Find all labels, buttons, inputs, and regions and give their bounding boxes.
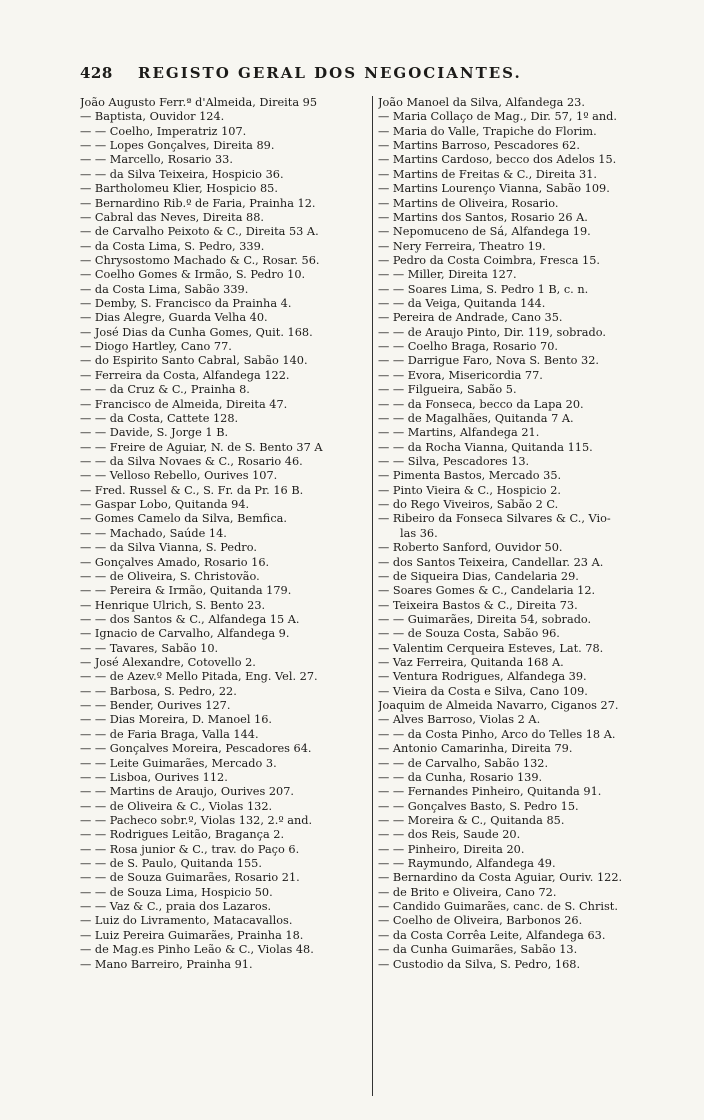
- directory-entry: — Pinto Vieira & C., Hospicio 2.: [378, 483, 561, 497]
- directory-entry: — Soares Gomes & C., Candelaria 12.: [378, 584, 596, 598]
- directory-entry: — — Tavares, Sabão 10.: [80, 641, 219, 655]
- directory-entry: — — Lisboa, Ourives 112.: [80, 770, 228, 784]
- directory-entry: — Maria Collaço de Mag., Dir. 57, 1º and.: [378, 110, 617, 124]
- directory-entry: — dos Santos Teixeira, Candellar. 23 A.: [378, 555, 604, 569]
- directory-entry: — — Martins, Alfandega 21.: [378, 426, 540, 440]
- directory-entry: — — Leite Guimarães, Mercado 3.: [80, 756, 277, 770]
- directory-entry: — — da Cruz & C., Prainha 8.: [80, 383, 250, 397]
- directory-entry: — Teixeira Bastos & C., Direita 73.: [378, 598, 578, 612]
- directory-entry: — Gomes Camelo da Silva, Bemfica.: [80, 512, 287, 526]
- directory-entry: — — da Cunha, Rosario 139.: [378, 770, 543, 784]
- directory-entry: — Chrysostomo Machado & C., Rosar. 56.: [80, 253, 320, 267]
- directory-entry: — de Mag.es Pinho Leão & C., Violas 48.: [80, 943, 314, 957]
- directory-entry: — da Costa Lima, S. Pedro, 339.: [80, 239, 265, 253]
- directory-entry: — Gonçalves Amado, Rosario 16.: [80, 555, 270, 569]
- directory-entry: — de Brito e Oliveira, Cano 72.: [378, 885, 557, 899]
- left-column: [80, 96, 370, 1096]
- directory-entry: — — Pacheco sobr.º, Violas 132, 2.º and.: [80, 813, 313, 827]
- directory-entry: — — da Costa Pinho, Arco do Telles 18 A.: [378, 727, 616, 741]
- page-title: REGISTO GERAL DOS NEGOCIANTES.: [138, 64, 522, 82]
- directory-entry: — Demby, S. Francisco da Prainha 4.: [80, 297, 292, 311]
- directory-entry: — — Rosa junior & C., trav. do Paço 6.: [80, 842, 300, 856]
- directory-entry: — — da Silva Vianna, S. Pedro.: [80, 541, 257, 555]
- directory-entry: — — Freire de Aguiar, N. de S. Bento 37 A: [80, 440, 323, 454]
- directory-entry: — de Siqueira Dias, Candelaria 29.: [378, 569, 579, 583]
- directory-entry: — Bernardino da Costa Aguiar, Ouriv. 122.: [378, 871, 623, 885]
- directory-entry: — — Raymundo, Alfandega 49.: [378, 857, 556, 871]
- directory-entry: — Nepomuceno de Sá, Alfandega 19.: [378, 225, 591, 239]
- directory-entry: — Luiz do Livramento, Matacavallos.: [80, 914, 293, 928]
- directory-entry: — Coelho de Oliveira, Barbonos 26.: [378, 914, 583, 928]
- directory-entry: — Custodio da Silva, S. Pedro, 168.: [378, 957, 581, 971]
- directory-entry: — — Velloso Rebello, Ourives 107.: [80, 469, 278, 483]
- directory-entry: — Francisco de Almeida, Direita 47.: [80, 397, 288, 411]
- directory-entry: — Ignacio de Carvalho, Alfandega 9.: [80, 627, 290, 641]
- directory-entry: — Nery Ferreira, Theatro 19.: [378, 239, 546, 253]
- directory-entry: — Vieira da Costa e Silva, Cano 109.: [378, 684, 588, 698]
- directory-entry: — Bartholomeu Klier, Hospicio 85.: [80, 182, 278, 196]
- directory-entry: — — Soares Lima, S. Pedro 1 B, c. n.: [378, 282, 589, 296]
- directory-entry: — — Barbosa, S. Pedro, 22.: [80, 684, 237, 698]
- directory-entry: — Roberto Sanford, Ouvidor 50.: [378, 541, 563, 555]
- directory-entry: — — dos Reis, Saude 20.: [378, 828, 521, 842]
- directory-entry: — Pimenta Bastos, Mercado 35.: [378, 469, 562, 483]
- directory-entry: — — Guimarães, Direita 54, sobrado.: [378, 612, 592, 626]
- directory-entry: — — Pereira & Irmão, Quitanda 179.: [80, 584, 292, 598]
- directory-entry: — Ribeiro da Fonseca Silvares & C., Vio-: [378, 512, 611, 526]
- directory-entry: — Pedro da Costa Coimbra, Fresca 15.: [378, 253, 601, 267]
- directory-entry: — — de S. Paulo, Quitanda 155.: [80, 857, 262, 871]
- directory-entry: — Martins de Freitas & C., Direita 31.: [378, 167, 597, 181]
- directory-entry: — — de Carvalho, Sabão 132.: [378, 756, 549, 770]
- directory-entry: João Manoel da Silva, Alfandega 23.: [378, 96, 585, 109]
- directory-entry: — — Davide, S. Jorge 1 B.: [80, 426, 229, 440]
- directory-entry: — Bernardino Rib.º de Faria, Prainha 12.: [80, 196, 316, 210]
- right-column: [378, 96, 678, 1096]
- directory-entry: — Martins Barroso, Pescadores 62.: [378, 139, 580, 153]
- directory-entry-continuation: las 36.: [400, 526, 438, 540]
- directory-entry: — — Machado, Saúde 14.: [80, 526, 227, 540]
- directory-entry: — — Martins de Araujo, Ourives 207.: [80, 785, 295, 799]
- directory-entry: — Ferreira da Costa, Alfandega 122.: [80, 368, 290, 382]
- directory-entry: — Martins dos Santos, Rosario 26 A.: [378, 210, 588, 224]
- directory-entry: — de Carvalho Peixoto & C., Direita 53 A.: [80, 225, 319, 239]
- directory-entry: — Antonio Camarinha, Direita 79.: [378, 742, 573, 756]
- directory-entry: — — dos Santos & C., Alfandega 15 A.: [80, 612, 300, 626]
- directory-entry: — — da Costa, Cattete 128.: [80, 411, 239, 425]
- page-number: 428: [80, 64, 113, 82]
- directory-entry: — — Gonçalves Basto, S. Pedro 15.: [378, 799, 579, 813]
- directory-entry: — Mano Barreiro, Prainha 91.: [80, 957, 253, 971]
- directory-entry: — — de Souza Costa, Sabão 96.: [378, 627, 560, 641]
- directory-entry: — José Alexandre, Cotovello 2.: [80, 656, 256, 670]
- page-header: [80, 60, 640, 86]
- directory-entry: — — da Silva Novaes & C., Rosario 46.: [80, 454, 303, 468]
- directory-entry: — Coelho Gomes & Irmão, S. Pedro 10.: [80, 268, 306, 282]
- directory-entry: — — de Araujo Pinto, Dir. 119, sobrado.: [378, 325, 606, 339]
- directory-entry: — Candido Guimarães, canc. de S. Christ.: [378, 900, 618, 914]
- directory-entry: — — Moreira & C., Quitanda 85.: [378, 813, 565, 827]
- directory-entry: — da Costa Corrêa Leite, Alfandega 63.: [378, 928, 606, 942]
- directory-entry: — — Darrigue Faro, Nova S. Bento 32.: [378, 354, 600, 368]
- directory-entry: — — Filgueira, Sabão 5.: [378, 383, 517, 397]
- directory-entry: — — de Oliveira, S. Christovão.: [80, 569, 260, 583]
- directory-entry: — José Dias da Cunha Gomes, Quit. 168.: [80, 325, 313, 339]
- directory-entry: — Luiz Pereira Guimarães, Prainha 18.: [80, 928, 304, 942]
- directory-entry: — — da Veiga, Quitanda 144.: [378, 297, 546, 311]
- directory-entry: — — de Souza Lima, Hospicio 50.: [80, 885, 273, 899]
- directory-entry: — — de Oliveira & C., Violas 132.: [80, 799, 273, 813]
- directory-entry: — Dias Alegre, Guarda Velha 40.: [80, 311, 268, 325]
- directory-entry: — Diogo Hartley, Cano 77.: [80, 340, 232, 354]
- directory-entry: — Gaspar Lobo, Quitanda 94.: [80, 498, 250, 512]
- directory-entry: — Vaz Ferreira, Quitanda 168 A.: [378, 656, 564, 670]
- directory-entry: — — Lopes Gonçalves, Direita 89.: [80, 139, 275, 153]
- directory-entry: — Maria do Valle, Trapiche do Florim.: [378, 124, 597, 138]
- directory-entry: — do Rego Viveiros, Sabão 2 C.: [378, 498, 559, 512]
- directory-entry: — — Miller, Direita 127.: [378, 268, 517, 282]
- directory-entry: — Martins de Oliveira, Rosario.: [378, 196, 559, 210]
- directory-entry: — Martins Cardoso, becco dos Adelos 15.: [378, 153, 617, 167]
- directory-entry: — — Marcello, Rosario 33.: [80, 153, 233, 167]
- directory-entry: — Ventura Rodrigues, Alfandega 39.: [378, 670, 587, 684]
- directory-entry: — — Coelho Braga, Rosario 70.: [378, 340, 558, 354]
- directory-entry: Joaquim de Almeida Navarro, Ciganos 27.: [378, 699, 619, 713]
- directory-entry: — — Coelho, Imperatriz 107.: [80, 124, 247, 138]
- directory-entry: — — Rodrigues Leitão, Bragança 2.: [80, 828, 285, 842]
- directory-entry: — — Silva, Pescadores 13.: [378, 454, 530, 468]
- directory-entry: — Cabral das Neves, Direita 88.: [80, 210, 265, 224]
- directory-entry: — — Gonçalves Moreira, Pescadores 64.: [80, 742, 312, 756]
- directory-entry: — Pereira de Andrade, Cano 35.: [378, 311, 563, 325]
- directory-entry: — — da Rocha Vianna, Quitanda 115.: [378, 440, 593, 454]
- column-divider: [372, 96, 373, 1096]
- directory-entry: — Henrique Ulrich, S. Bento 23.: [80, 598, 266, 612]
- directory-entry: — — Bender, Ourives 127.: [80, 699, 231, 713]
- directory-entry: — Valentim Cerqueira Esteves, Lat. 78.: [378, 641, 604, 655]
- directory-entry: — da Costa Lima, Sabão 339.: [80, 282, 249, 296]
- directory-entry: — — Vaz & C., praia dos Lazaros.: [80, 900, 272, 914]
- directory-entry: João Augusto Ferr.ª d'Almeida, Direita 95: [80, 96, 318, 109]
- directory-entry: — da Cunha Guimarães, Sabão 13.: [378, 943, 578, 957]
- directory-entry: — — Dias Moreira, D. Manoel 16.: [80, 713, 273, 727]
- directory-entry: — — Fernandes Pinheiro, Quitanda 91.: [378, 785, 602, 799]
- directory-entry: — Alves Barroso, Violas 2 A.: [378, 713, 541, 727]
- directory-entry: — — da Silva Teixeira, Hospicio 36.: [80, 167, 284, 181]
- directory-entry: — — de Faria Braga, Valla 144.: [80, 727, 259, 741]
- directory-entry: — — da Fonseca, becco da Lapa 20.: [378, 397, 584, 411]
- directory-entry: — Martins Lourenço Vianna, Sabão 109.: [378, 182, 610, 196]
- directory-entry: — — de Souza Guimarães, Rosario 21.: [80, 871, 300, 885]
- directory-entry: — — Evora, Misericordia 77.: [378, 368, 543, 382]
- directory-entry: — do Espirito Santo Cabral, Sabão 140.: [80, 354, 308, 368]
- directory-entry: — — Pinheiro, Direita 20.: [378, 842, 525, 856]
- directory-entry: — — de Magalhães, Quitanda 7 A.: [378, 411, 574, 425]
- directory-entry: — — de Azev.º Mello Pitada, Eng. Vel. 27.: [80, 670, 318, 684]
- directory-entry: — Fred. Russel & C., S. Fr. da Pr. 16 B.: [80, 483, 304, 497]
- directory-entry: — Baptista, Ouvidor 124.: [80, 110, 225, 124]
